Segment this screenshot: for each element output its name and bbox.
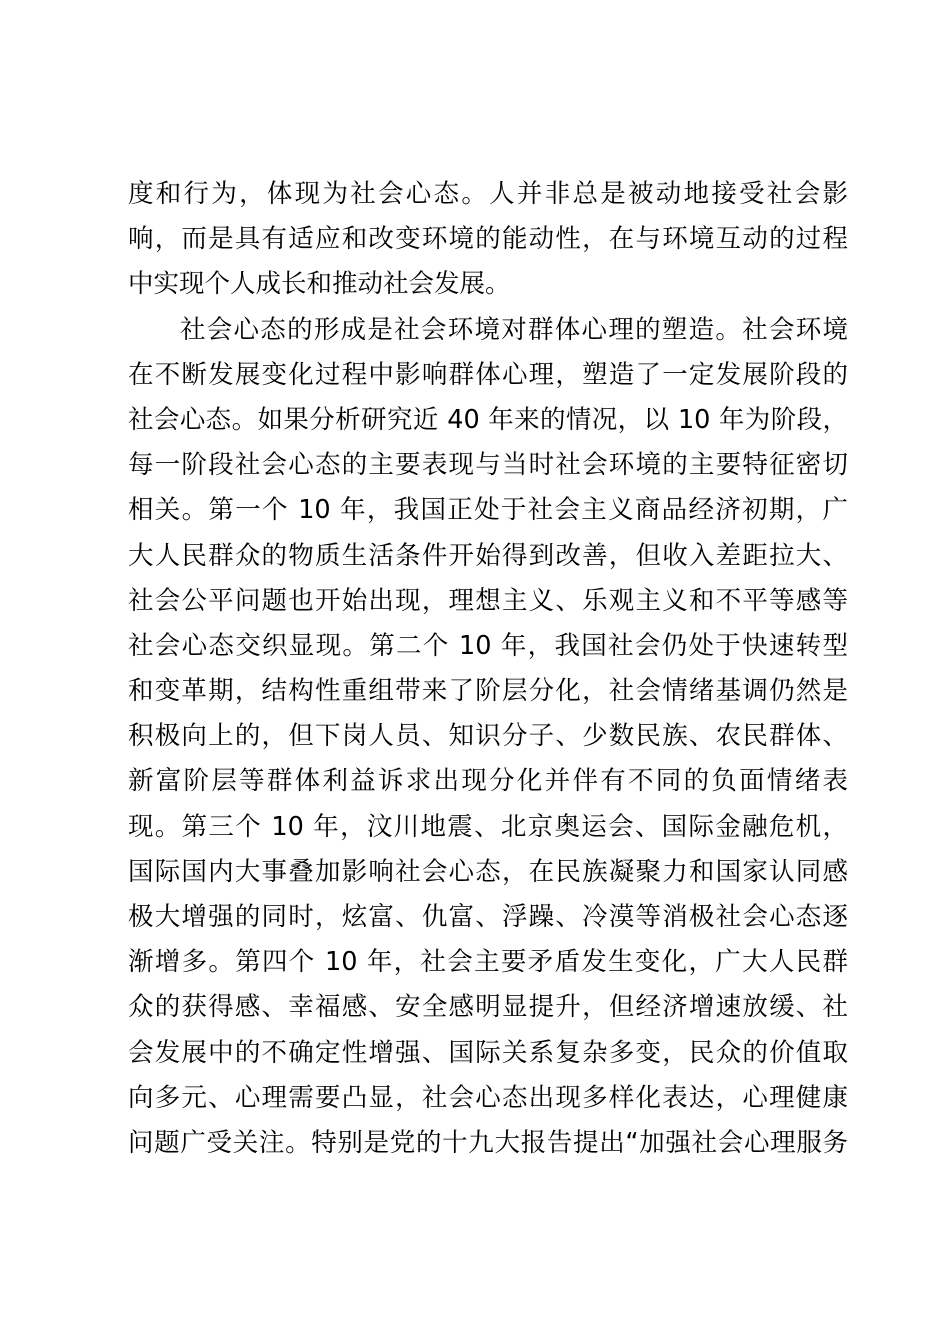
text-line-5: 在不断发展变化过程中影响群体心理，塑造了一定发展阶段的 [128, 359, 848, 390]
body-text [128, 172, 848, 1166]
text-line-3: 中实现个人成长和推动社会发展。 [128, 269, 511, 300]
text-line-16: 国际国内大事叠加影响社会心态，在民族凝聚力和国家认同感 [128, 856, 848, 887]
text-line-13: 积极向上的，但下岗人员、知识分子、少数民族、农民群体、 [128, 721, 848, 752]
text-line-22: 问题广受关注。特别是党的十九大报告提出“加强社会心理服务 [128, 1127, 848, 1158]
text-line-19: 众的获得感、幸福感、安全感明显提升，但经济增速放缓、社 [128, 992, 848, 1023]
text-line-9: 大人民群众的物质生活条件开始得到改善，但收入差距拉大、 [128, 540, 848, 571]
text-line-18: 渐增多。第四个 10 年，社会主要矛盾发生变化，广大人民群 [128, 947, 848, 978]
text-line-7: 每一阶段社会心态的主要表现与当时社会环境的主要特征密切 [128, 450, 848, 481]
text-line-1: 度和行为，体现为社会心态。人并非总是被动地接受社会影 [128, 179, 848, 209]
text-line-12: 和变革期，结构性重组带来了阶层分化，社会情绪基调仍然是 [128, 676, 848, 707]
text-line-4: 社会心态的形成是社会环境对群体心理的塑造。社会环境 [180, 314, 848, 345]
text-line-17: 极大增强的同时，炫富、仇富、浮躁、冷漠等消极社会心态逐 [128, 902, 848, 932]
text-line-15: 现。第三个 10 年，汶川地震、北京奥运会、国际金融危机， [128, 811, 848, 842]
text-line-20: 会发展中的不确定性增强、国际关系复杂多变，民众的价值取 [128, 1037, 848, 1068]
text-line-14: 新富阶层等群体利益诉求出现分化并伴有不同的负面情绪表 [128, 766, 848, 797]
text-line-6: 社会心态。如果分析研究近 40 年来的情况，以 10 年为阶段， [128, 404, 848, 435]
text-line-10: 社会公平问题也开始出现，理想主义、乐观主义和不平等感等 [128, 585, 848, 616]
text-line-2: 响，而是具有适应和改变环境的能动性，在与环境互动的过程 [128, 224, 848, 255]
text-line-11: 社会心态交织显现。第二个 10 年，我国社会仍处于快速转型 [128, 630, 848, 661]
text-line-21: 向多元、心理需要凸显，社会心态出现多样化表达，心理健康 [128, 1082, 848, 1113]
text-line-8: 相关。第一个 10 年，我国正处于社会主义商品经济初期，广 [128, 495, 848, 526]
